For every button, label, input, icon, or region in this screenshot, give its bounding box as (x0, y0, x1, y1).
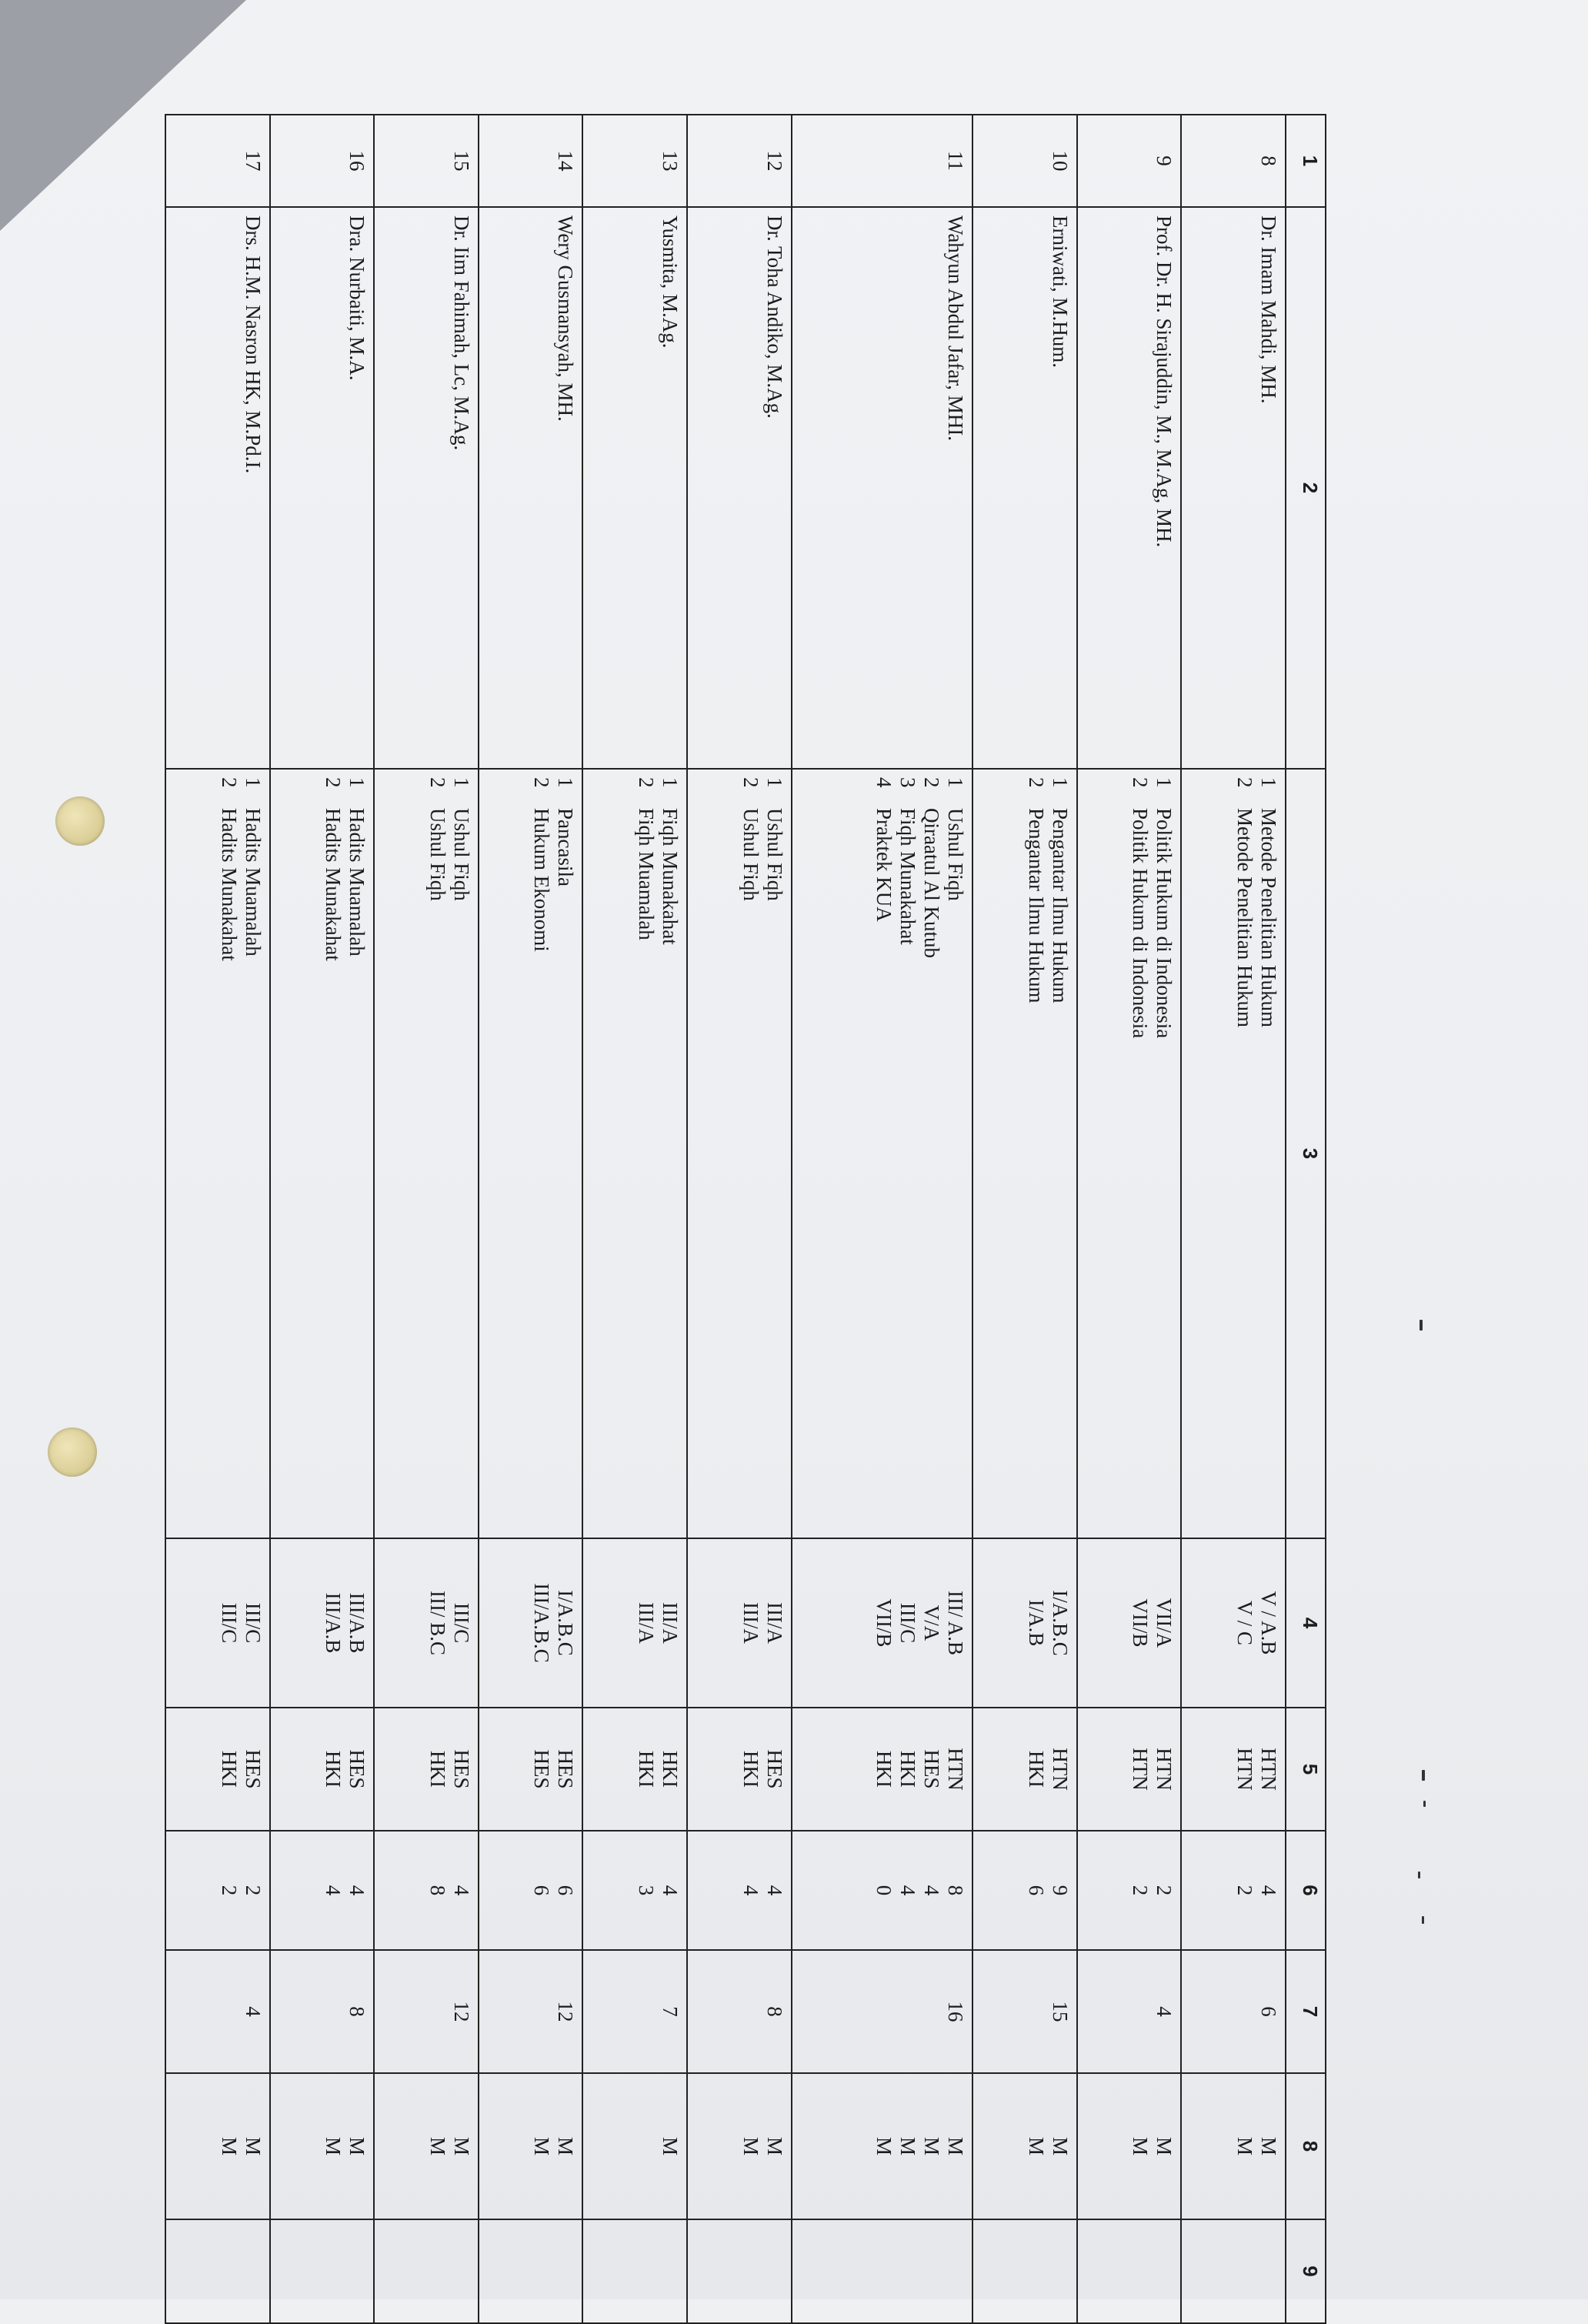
credit-hours: 8 (944, 1885, 968, 1896)
course-title: Fiqh Munakahat (659, 808, 682, 945)
credit-hours: 4 (762, 1885, 786, 1896)
semester-class: III/A.B (345, 1592, 369, 1654)
study-program: HTN (1233, 1748, 1256, 1791)
total-credits-cell (792, 1950, 973, 2073)
semester-class: V/A (920, 1604, 944, 1641)
row-number: 17 (241, 150, 265, 172)
study-program: HES (762, 1749, 786, 1789)
study-program-cell (1181, 1708, 1286, 1831)
row-number: 12 (762, 150, 786, 172)
credit-hours: 4 (322, 1885, 345, 1896)
row-number-cell (582, 115, 687, 207)
credit-hours: 4 (920, 1885, 944, 1896)
lecturer-name: Dra. Nurbaiti, M.A. (345, 215, 369, 381)
total-credits: 15 (1048, 2001, 1072, 2022)
status: M (1024, 2136, 1048, 2155)
status: M (1048, 2136, 1072, 2155)
semester-class-cell (1181, 1538, 1286, 1708)
credit-hours: 2 (217, 1885, 241, 1896)
course-cell (270, 769, 375, 1538)
status-cell (479, 2073, 583, 2219)
semester-class: III/C (449, 1602, 473, 1644)
course-index: 1 (241, 777, 265, 788)
credit-hours-cell (165, 1831, 270, 1950)
total-credits: 12 (449, 2001, 473, 2022)
course-title: Metode Penelitian Hukum (1257, 808, 1280, 1027)
status-cell (687, 2073, 792, 2219)
course-item (345, 777, 369, 1530)
course-item (919, 777, 943, 1530)
course-item (1048, 777, 1072, 1530)
status: M (322, 2136, 345, 2155)
status: M (1233, 2136, 1256, 2155)
semester-class: III/A.B.C (530, 1583, 554, 1663)
teaching-schedule-table-wrapper (165, 114, 1326, 2277)
semester-class-cell (792, 1538, 973, 1708)
note-cell (165, 2219, 270, 2323)
status: M (217, 2136, 241, 2155)
study-program: HES (241, 1749, 265, 1789)
lecturer-name-cell (972, 207, 1077, 769)
lecturer-name-cell (1181, 207, 1286, 769)
col-header-5: 5 (1286, 1708, 1326, 1831)
status: M (762, 2136, 786, 2155)
semester-class: III/C (217, 1602, 241, 1644)
course-cell (1181, 769, 1286, 1538)
credit-hours-cell (687, 1831, 792, 1950)
status-cell (374, 2073, 479, 2219)
lecturer-name: Dr. Iim Fahimah, Lc, M.Ag. (449, 215, 473, 451)
semester-class-cell (270, 1538, 375, 1708)
total-credits: 4 (241, 2006, 265, 2017)
semester-class: VII/B (1129, 1598, 1153, 1648)
semester-class: III/C (896, 1602, 920, 1644)
status: M (659, 2136, 682, 2155)
course-title: Pengantar Ilmu Hukum (1048, 808, 1072, 1003)
status: M (896, 2136, 920, 2155)
course-title: Pancasila (554, 808, 578, 887)
semester-class-cell (687, 1538, 792, 1708)
study-program-cell (374, 1708, 479, 1831)
total-credits-cell (687, 1950, 792, 2073)
row-number-cell (165, 115, 270, 207)
semester-class-cell (374, 1538, 479, 1708)
total-credits: 6 (1257, 2006, 1280, 2017)
course-index: 1 (1257, 777, 1280, 788)
status-cell (1181, 2073, 1286, 2219)
lecturer-name-cell (687, 207, 792, 769)
table-row (1077, 115, 1182, 2323)
lecturer-name-cell (1077, 207, 1182, 769)
study-program: HKI (659, 1751, 682, 1788)
course-cell (1077, 769, 1182, 1538)
course-index: 2 (425, 777, 449, 788)
table-row (374, 115, 479, 2323)
course-title: Politik Hukum di Indonesia (1153, 808, 1176, 1039)
table-row (687, 115, 792, 2323)
lecturer-name: Dr. Toha Andiko, M.Ag. (762, 215, 786, 419)
course-cell (374, 769, 479, 1538)
lecturer-name: Yusmita, M.Ag. (659, 215, 682, 349)
status: M (449, 2136, 473, 2155)
course-item (896, 777, 919, 1530)
course-item (634, 777, 658, 1530)
credit-hours-cell (582, 1831, 687, 1950)
lecturer-name: Prof. Dr. H. Sirajuddin, M., M.Ag, MH. (1153, 215, 1176, 548)
col-header-3: 3 (1286, 769, 1326, 1538)
course-title: Pengantar Ilmu Hukum (1024, 808, 1048, 1003)
course-item (1152, 777, 1176, 1530)
status: M (872, 2136, 896, 2155)
teaching-schedule-table (165, 114, 1326, 2324)
lecturer-name: Drs. H.M. Nasron HK, M.Pd.I. (241, 215, 265, 474)
note-cell (1181, 2219, 1286, 2323)
total-credits-cell (270, 1950, 375, 2073)
total-credits-cell (479, 1950, 583, 2073)
total-credits: 16 (944, 2001, 968, 2022)
course-index: 2 (217, 777, 241, 788)
row-number-cell (1077, 115, 1182, 207)
credit-hours: 4 (345, 1885, 369, 1896)
course-item (529, 777, 553, 1530)
credit-hours-cell (792, 1831, 973, 1950)
course-cell (165, 769, 270, 1538)
row-number-cell (972, 115, 1077, 207)
credit-hours: 2 (241, 1885, 265, 1896)
table-row (165, 115, 270, 2323)
col-header-8: 8 (1286, 2073, 1326, 2219)
study-program: HES (449, 1749, 473, 1789)
col-header-6: 6 (1286, 1831, 1326, 1950)
study-program: HKI (635, 1751, 659, 1788)
note-cell (582, 2219, 687, 2323)
lecturer-name-cell (270, 207, 375, 769)
study-program-cell (792, 1708, 973, 1831)
study-program: HKI (739, 1751, 762, 1788)
status: M (944, 2136, 968, 2155)
course-title: Politik Hukum di Indonesia (1129, 808, 1153, 1039)
course-title: Qiraatul Al Kutub (920, 808, 944, 958)
credit-hours: 9 (1048, 1885, 1072, 1896)
table-row (972, 115, 1077, 2323)
row-number: 9 (1153, 155, 1176, 166)
status-cell (165, 2073, 270, 2219)
semester-class: III/A (635, 1602, 659, 1644)
table-row (792, 115, 973, 2323)
table-body (165, 115, 1286, 2323)
status: M (1153, 2136, 1176, 2155)
note-cell (792, 2219, 973, 2323)
study-program-cell (270, 1708, 375, 1831)
credit-hours: 2 (1233, 1885, 1256, 1896)
credit-hours: 4 (449, 1885, 473, 1896)
semester-class: VII/A (1153, 1598, 1176, 1648)
row-number-cell (792, 115, 973, 207)
semester-class-cell (165, 1538, 270, 1708)
semester-class: III/A (739, 1602, 762, 1644)
course-title: Praktek KUA (872, 808, 896, 922)
col-header-7: 7 (1286, 1950, 1326, 2073)
study-program: HKI (425, 1751, 449, 1788)
status: M (425, 2136, 449, 2155)
course-index: 2 (322, 777, 345, 788)
study-program-cell (582, 1708, 687, 1831)
total-credits: 7 (659, 2006, 682, 2017)
course-index: 4 (872, 777, 896, 788)
semester-class: III/A.B (322, 1592, 345, 1654)
lecturer-name-cell (479, 207, 583, 769)
row-number: 10 (1048, 150, 1072, 172)
credit-hours: 4 (739, 1885, 762, 1896)
credit-hours: 8 (425, 1885, 449, 1896)
course-cell (792, 769, 973, 1538)
row-number-cell (270, 115, 375, 207)
lecturer-name-cell (582, 207, 687, 769)
credit-hours: 4 (896, 1885, 920, 1896)
study-program: HES (345, 1749, 369, 1789)
course-item (1024, 777, 1048, 1530)
semester-class: III/A (762, 1602, 786, 1644)
lecturer-name-cell (374, 207, 479, 769)
study-program: HTN (1153, 1748, 1176, 1791)
course-index: 1 (554, 777, 578, 788)
credit-hours: 0 (872, 1885, 896, 1896)
lecturer-name-cell (165, 207, 270, 769)
semester-class: I/A.B (1024, 1599, 1048, 1647)
course-item (241, 777, 265, 1530)
course-title: Ushul Fiqh (449, 808, 473, 901)
row-number-cell (374, 115, 479, 207)
credit-hours: 2 (1129, 1885, 1153, 1896)
table-row (1181, 115, 1286, 2323)
credit-hours: 6 (554, 1885, 578, 1896)
credit-hours: 3 (635, 1885, 659, 1896)
course-title: Metode Penelitian Hukum (1233, 808, 1256, 1027)
total-credits-cell (972, 1950, 1077, 2073)
study-program-cell (165, 1708, 270, 1831)
course-item (943, 777, 967, 1530)
row-number: 11 (944, 151, 968, 171)
course-cell (972, 769, 1077, 1538)
study-program-cell (687, 1708, 792, 1831)
semester-class: V / A.B (1257, 1591, 1280, 1655)
course-index: 2 (739, 777, 762, 788)
status-cell (972, 2073, 1077, 2219)
status: M (1129, 2136, 1153, 2155)
study-program: HTN (1257, 1748, 1280, 1791)
course-index: 2 (920, 777, 944, 788)
note-cell (1077, 2219, 1182, 2323)
note-cell (687, 2219, 792, 2323)
total-credits-cell (1181, 1950, 1286, 2073)
course-title: Fiqh Munakahat (896, 808, 920, 945)
course-item (553, 777, 577, 1530)
course-cell (582, 769, 687, 1538)
course-index: 1 (659, 777, 682, 788)
note-cell (479, 2219, 583, 2323)
study-program: HTN (944, 1748, 968, 1791)
course-item (1128, 777, 1152, 1530)
col-header-1: 1 (1286, 115, 1326, 207)
credit-hours-cell (1077, 1831, 1182, 1950)
course-title: Hadits Munakahat (217, 808, 241, 961)
course-index: 2 (1024, 777, 1048, 788)
course-title: Fiqh Muamalah (635, 808, 659, 940)
row-number-cell (687, 115, 792, 207)
course-title: Hukum Ekonomi (530, 808, 554, 952)
study-program: HTN (1129, 1748, 1153, 1791)
study-program: HKI (322, 1751, 345, 1788)
study-program: HKI (896, 1751, 920, 1788)
credit-hours: 4 (1257, 1885, 1280, 1896)
course-index: 2 (1129, 777, 1153, 788)
course-index: 2 (530, 777, 554, 788)
semester-class: III/ B.C (425, 1591, 449, 1655)
note-cell (972, 2219, 1077, 2323)
table-row (582, 115, 687, 2323)
course-title: Ushul Fiqh (944, 808, 968, 901)
semester-class: VII/B (872, 1598, 896, 1648)
course-index: 1 (944, 777, 968, 788)
course-index: 1 (449, 777, 473, 788)
credit-hours-cell (479, 1831, 583, 1950)
course-index: 2 (635, 777, 659, 788)
course-title: Ushul Fiqh (425, 808, 449, 901)
credit-hours-cell (374, 1831, 479, 1950)
total-credits: 4 (1153, 2006, 1176, 2017)
semester-class: III/ A.B (944, 1591, 968, 1655)
row-number: 15 (449, 150, 473, 172)
semester-class: I/A.B.C (554, 1590, 578, 1656)
total-credits: 12 (554, 2001, 578, 2022)
status: M (241, 2136, 265, 2155)
lecturer-name: Erniwati, M.Hum. (1048, 215, 1072, 368)
semester-class: V / C (1233, 1600, 1256, 1646)
credit-hours-cell (270, 1831, 375, 1950)
credit-hours: 4 (659, 1885, 682, 1896)
semester-class: III/A (659, 1602, 682, 1644)
note-cell (374, 2219, 479, 2323)
study-program-cell (479, 1708, 583, 1831)
study-program: HES (530, 1749, 554, 1789)
col-header-2: 2 (1286, 207, 1326, 769)
course-item (1233, 777, 1256, 1530)
course-index: 3 (896, 777, 920, 788)
status: M (739, 2136, 762, 2155)
row-number-cell (479, 115, 583, 207)
course-cell (479, 769, 583, 1538)
status: M (345, 2136, 369, 2155)
note-cell (270, 2219, 375, 2323)
total-credits-cell (374, 1950, 479, 2073)
col-header-4: 4 (1286, 1538, 1326, 1708)
status: M (554, 2136, 578, 2155)
credit-hours: 2 (1153, 1885, 1176, 1896)
course-index: 1 (762, 777, 786, 788)
study-program: HKI (1024, 1751, 1048, 1788)
row-number-cell (1181, 115, 1286, 207)
status: M (920, 2136, 944, 2155)
course-title: Hadits Muamalah (241, 808, 265, 957)
study-program: HKI (872, 1751, 896, 1788)
course-item (1256, 777, 1280, 1530)
semester-class-cell (582, 1538, 687, 1708)
course-index: 1 (1153, 777, 1176, 788)
study-program: HES (554, 1749, 578, 1789)
semester-class-cell (479, 1538, 583, 1708)
total-credits-cell (1077, 1950, 1182, 2073)
col-header-9: 9 (1286, 2219, 1326, 2323)
semester-class-cell (972, 1538, 1077, 1708)
course-item (762, 777, 786, 1530)
lecturer-name: Wahyun Abdul Jafar, MHI. (944, 215, 968, 441)
semester-class-cell (1077, 1538, 1182, 1708)
course-index: 2 (1233, 777, 1256, 788)
course-item (658, 777, 682, 1530)
total-credits: 8 (345, 2006, 369, 2017)
punch-hole-top (55, 796, 105, 846)
total-credits: 8 (762, 2006, 786, 2017)
status-cell (582, 2073, 687, 2219)
study-program: HES (920, 1749, 944, 1789)
course-item (425, 777, 449, 1530)
study-program-cell (972, 1708, 1077, 1831)
status: M (1257, 2136, 1280, 2155)
punch-hole-bottom (48, 1427, 97, 1477)
course-cell (687, 769, 792, 1538)
lecturer-name-cell (792, 207, 973, 769)
course-title: Ushul Fiqh (762, 808, 786, 901)
row-number: 14 (554, 150, 578, 172)
status-cell (270, 2073, 375, 2219)
course-title: Hadits Muamalah (345, 808, 369, 957)
semester-class: I/A.B.C (1048, 1590, 1072, 1656)
course-item (739, 777, 762, 1530)
row-number: 8 (1257, 155, 1280, 166)
course-item (217, 777, 241, 1530)
course-index: 1 (1048, 777, 1072, 788)
lecturer-name: Dr. Imam Mahdi, MH. (1257, 215, 1280, 404)
table-header-row (1286, 115, 1326, 2323)
course-title: Hadits Munakahat (322, 808, 345, 961)
status: M (530, 2136, 554, 2155)
total-credits-cell (582, 1950, 687, 2073)
course-index: 1 (345, 777, 369, 788)
study-program: HTN (1048, 1748, 1072, 1791)
course-item (321, 777, 345, 1530)
course-item (449, 777, 473, 1530)
lecturer-name: Wery Gusmansyah, MH. (554, 215, 578, 422)
credit-hours: 6 (1024, 1885, 1048, 1896)
credit-hours-cell (1181, 1831, 1286, 1950)
semester-class: III/C (241, 1602, 265, 1644)
table-row (270, 115, 375, 2323)
study-program-cell (1077, 1708, 1182, 1831)
course-item (872, 777, 896, 1530)
credit-hours: 6 (530, 1885, 554, 1896)
row-number: 16 (345, 150, 369, 172)
status-cell (1077, 2073, 1182, 2219)
total-credits-cell (165, 1950, 270, 2073)
study-program: HKI (217, 1751, 241, 1788)
course-title: Ushul Fiqh (739, 808, 762, 901)
credit-hours-cell (972, 1831, 1077, 1950)
row-number: 13 (659, 150, 682, 172)
status-cell (792, 2073, 973, 2219)
table-row (479, 115, 583, 2323)
